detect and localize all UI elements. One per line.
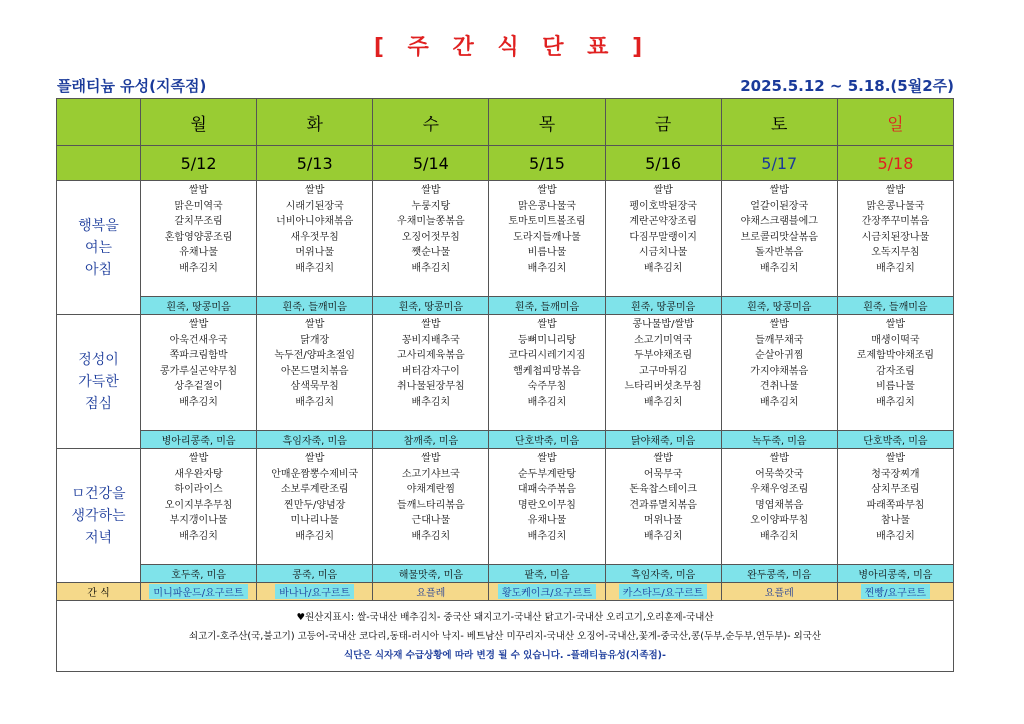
dish-item: 쌀밥	[653, 185, 673, 196]
dish-item: 아몬드멸치볶음	[280, 365, 349, 377]
meal-cell-1-4	[605, 315, 721, 431]
dish-item: 쌀밥	[885, 185, 906, 196]
origin-notice	[57, 601, 954, 672]
dish-item: 쌀밥	[653, 453, 673, 464]
meal-cell-1-3	[489, 315, 605, 431]
dish-item: 콩가루실곤약무침	[159, 365, 238, 377]
meal-cell-0-0	[141, 181, 257, 297]
meal-label-line: 정성이	[78, 351, 119, 368]
dish-item: 펭이호박된장국	[629, 200, 697, 212]
dish-item: 고사리제육볶음	[397, 350, 465, 361]
dish-item: 배추김치	[295, 530, 335, 542]
day-date-3: 5/15	[489, 146, 605, 181]
juk-cell-2-1: 콩죽, 미음	[257, 565, 373, 583]
meal-cell-2-5	[721, 449, 837, 565]
menu-notice: 식단은 식자재 수급상황에 따라 변경 될 수 있습니다. -플래티늄유성(지족점)-	[344, 649, 666, 661]
meal-cell-2-0	[141, 449, 257, 565]
juk-row-1	[57, 431, 954, 449]
page-title: [ 주 간 식 단 표 ]	[373, 35, 651, 60]
dish-item: 배추김치	[643, 530, 683, 542]
snack-item: 요플레	[764, 588, 794, 599]
dish-item: 쌀밥	[769, 185, 789, 196]
meal-label-line: 여는	[84, 239, 113, 256]
dish-item: 배추김치	[527, 396, 567, 408]
dish-item: 브로콜리맛살볶음	[740, 231, 818, 243]
dish-item: 소보루계란조림	[280, 484, 349, 495]
dish-item: 소고기샤브국	[401, 468, 460, 480]
dish-item: 배추김치	[759, 530, 799, 542]
day-name-4: 금	[605, 99, 721, 146]
day-date-0: 5/12	[141, 146, 257, 181]
dish-item: 찐만두/양념장	[284, 499, 346, 511]
juk-cell-1-1: 흑임자죽, 미음	[257, 431, 373, 449]
snack-item: 황도케이크/요구르트	[498, 584, 596, 599]
dish-item: 쌀밥	[421, 185, 441, 196]
dish-item: 햄케첩피망볶음	[513, 365, 581, 377]
meal-cell-0-5	[721, 181, 837, 297]
dish-item: 맑은콩나물국	[866, 200, 925, 212]
dish-item: 견과류멸치볶음	[629, 499, 697, 511]
dish-item: 머위나물	[643, 515, 683, 526]
dish-item: 꽁비지배추국	[401, 334, 460, 346]
dish-item: 쌀밥	[769, 319, 789, 330]
snack-label: 간 식	[57, 583, 141, 601]
juk-cell-0-0: 흰죽, 땅콩미음	[141, 297, 257, 315]
dish-item: 우채우엉조림	[750, 484, 809, 495]
dish-item: 쌀밥	[421, 319, 441, 330]
juk-cell-0-1: 흰죽, 들깨미음	[257, 297, 373, 315]
dish-item: 쌀밥	[537, 453, 557, 464]
meal-row-1	[57, 315, 954, 431]
dish-item: 쌀밥	[305, 319, 325, 330]
dish-item: 가지야채볶음	[750, 365, 809, 377]
dish-item: 안매운짬뽕수제비국	[271, 468, 359, 480]
dish-item: 머위나물	[295, 247, 335, 258]
dish-item: 취나물된장무침	[397, 381, 465, 392]
meal-cell-1-1	[257, 315, 373, 431]
dish-item: 느타리버섯초무침	[624, 381, 702, 392]
dish-item: 쌀밥	[305, 185, 325, 196]
dish-item: 시래기된장국	[285, 200, 344, 212]
dish-item: 매생이떡국	[871, 334, 920, 346]
dish-item: 배추김치	[179, 396, 218, 408]
dish-item: 혼합영양콩조림	[164, 231, 233, 243]
dish-item: 미나리나물	[290, 515, 339, 526]
dish-item: 배추김치	[179, 530, 218, 542]
day-name-1: 화	[257, 99, 373, 146]
dish-item: 쌀밥	[188, 453, 209, 464]
day-date-4: 5/16	[605, 146, 721, 181]
day-date-2: 5/14	[373, 146, 489, 181]
juk-cell-1-6: 단호박죽, 미음	[837, 431, 953, 449]
dish-item: 배추김치	[643, 396, 683, 408]
store-name: 플래티늄 유성(지족점)	[57, 77, 207, 95]
dish-item: 배추김치	[643, 262, 683, 274]
dish-item: 쌀밥	[305, 453, 325, 464]
dish-item: 쌀밥	[769, 453, 789, 464]
dish-item: 배추김치	[411, 262, 451, 274]
dish-item: 배추김치	[876, 396, 915, 408]
dish-item: 삼치무조림	[871, 484, 920, 495]
dish-item: 다짐무말랭이지	[629, 231, 697, 243]
dish-item: 갈치무조림	[174, 216, 223, 227]
dish-item: 쌀밥	[421, 453, 441, 464]
meal-label-0	[57, 181, 141, 315]
day-date-1: 5/13	[257, 146, 373, 181]
dish-item: 돌자반볶음	[755, 247, 804, 258]
dish-item: 아욱건새우국	[169, 334, 228, 346]
meal-label-line: 저녁	[84, 529, 113, 546]
meal-cell-1-6	[837, 315, 953, 431]
dish-item: 비름나물	[527, 247, 567, 258]
meal-row-2	[57, 449, 954, 565]
snack-item: 바나나/요구르트	[275, 584, 354, 599]
juk-cell-0-3: 흰죽, 들깨미음	[489, 297, 605, 315]
meal-cell-2-1	[257, 449, 373, 565]
corner-cell-2	[57, 146, 141, 181]
dish-item: 쌀밥	[188, 185, 209, 196]
snack-cell-3	[489, 583, 605, 601]
dish-item: 배추김치	[411, 530, 451, 542]
dish-item: 삼색묵무침	[290, 381, 339, 392]
meal-cell-2-3	[489, 449, 605, 565]
snack-cell-1	[257, 583, 373, 601]
dish-item: 명란오이무침	[518, 499, 576, 511]
snack-item: 찐빵/요구르트	[861, 584, 930, 599]
day-date-5: 5/17	[721, 146, 837, 181]
meal-label-line: 행복을	[78, 217, 119, 234]
meal-cell-0-6	[837, 181, 953, 297]
dish-item: 대패숙주볶음	[518, 484, 576, 495]
dish-item: 쌀밥	[188, 319, 209, 330]
dish-item: 순두부계란탕	[518, 468, 576, 480]
meal-cell-2-4	[605, 449, 721, 565]
dish-item: 계란곤약장조림	[629, 216, 697, 227]
day-name-row	[57, 99, 954, 146]
snack-cell-2	[373, 583, 489, 601]
snack-cell-6	[837, 583, 953, 601]
meal-cell-0-4	[605, 181, 721, 297]
juk-cell-0-4: 흰죽, 땅콩미음	[605, 297, 721, 315]
dish-item: 시금치된장나물	[861, 231, 930, 243]
snack-item: 카스타드/요구르트	[619, 584, 708, 599]
juk-row-0	[57, 297, 954, 315]
meal-cell-2-6	[837, 449, 953, 565]
day-name-5: 토	[721, 99, 837, 146]
dish-item: 로제함박야채조림	[856, 350, 935, 361]
meal-label-line: 생각하는	[71, 507, 126, 524]
dish-item: 오징어젓무침	[401, 231, 460, 243]
dish-item: 비름나물	[876, 381, 915, 392]
snack-item: 요플레	[416, 588, 446, 599]
meal-label-line: ㅁ건강을	[71, 485, 126, 502]
meal-label-line: 가득한	[78, 373, 119, 390]
juk-cell-0-6: 흰죽, 들깨미음	[837, 297, 953, 315]
dish-item: 들깨느타리볶음	[397, 499, 465, 511]
dish-item: 배추김치	[759, 396, 799, 408]
dish-item: 쌀밥	[885, 319, 906, 330]
dish-item: 돈육찹스테이크	[629, 484, 697, 495]
meal-cell-1-5	[721, 315, 837, 431]
dish-item: 도라지들깨나물	[513, 231, 581, 243]
dish-item: 순살아귀찜	[755, 350, 804, 361]
meal-label-line: 아침	[84, 261, 113, 278]
dish-item: 소고기미역국	[634, 334, 693, 346]
dish-item: 어묵쑥갓국	[755, 468, 804, 480]
dish-item: 청국장찌개	[871, 468, 920, 480]
menu-period: 2025.5.12 ~ 5.18.(5월2주)	[740, 77, 954, 95]
dish-item: 들깨무채국	[755, 334, 804, 346]
dish-item: 쌀밥	[537, 185, 557, 196]
dish-item: 간장쭈꾸미볶음	[861, 216, 930, 227]
dish-item: 고구마튀김	[638, 365, 688, 377]
meal-row-0	[57, 181, 954, 297]
snack-item: 미니파운드/요구르트	[149, 584, 247, 599]
meal-label-line: 점심	[84, 395, 113, 412]
day-name-6: 일	[837, 99, 953, 146]
dish-item: 시금치나물	[638, 247, 688, 258]
dish-item: 야채계란찜	[406, 484, 455, 495]
meal-cell-0-2	[373, 181, 489, 297]
dish-item: 배추김치	[759, 262, 799, 274]
dish-item: 쌀밥	[537, 319, 557, 330]
dish-item: 등뼈미니리탕	[518, 334, 576, 346]
dish-item: 맑은미역국	[174, 200, 223, 212]
dish-item: 오독지무침	[871, 247, 920, 258]
dish-item: 유채나물	[179, 247, 218, 258]
dish-item: 버터감자구이	[401, 365, 460, 377]
dish-item: 견취나물	[759, 381, 799, 392]
day-name-2: 수	[373, 99, 489, 146]
juk-cell-2-0: 호두죽, 미음	[141, 565, 257, 583]
day-name-0: 월	[141, 99, 257, 146]
date-row	[57, 146, 954, 181]
dish-item: 두부야채조림	[634, 350, 693, 361]
dish-item: 배추김치	[876, 262, 915, 274]
dish-item: 배추김치	[411, 396, 451, 408]
snack-cell-0	[141, 583, 257, 601]
meal-cell-0-1	[257, 181, 373, 297]
dish-item: 배추김치	[295, 396, 335, 408]
snack-cell-5	[721, 583, 837, 601]
origin-line-2: 쇠고기-호주산(국,불고기) 고등어-국내산 코다리,동태-러시아 낙지- 베트남산 미꾸리지-국내산 오징어-국내산,꽃게-중국산,콩(두부,순두부,연두부)- 외국산	[188, 630, 822, 642]
dish-item: 우채미늘쫑볶음	[397, 216, 465, 227]
dish-item: 오이지부추무침	[164, 499, 233, 511]
juk-cell-0-2: 흰죽, 땅콩미음	[373, 297, 489, 315]
snack-cell-4	[605, 583, 721, 601]
dish-item: 새우젓무침	[290, 231, 339, 243]
juk-cell-0-5: 흰죽, 땅콩미음	[721, 297, 837, 315]
dish-item: 참나물	[880, 515, 910, 526]
dish-item: 쪽파크림함박	[169, 350, 228, 361]
dish-item: 배추김치	[527, 530, 567, 542]
meal-cell-2-2	[373, 449, 489, 565]
dish-item: 쨋순나물	[411, 247, 451, 258]
dish-item: 배추김치	[876, 530, 915, 542]
meal-cell-1-2	[373, 315, 489, 431]
day-date-6: 5/18	[837, 146, 953, 181]
day-name-3: 목	[489, 99, 605, 146]
meal-cell-1-0	[141, 315, 257, 431]
dish-item: 유채나물	[527, 515, 567, 526]
dish-item: 얼갈이된장국	[750, 200, 809, 212]
dish-item: 어묵무국	[643, 468, 683, 480]
dish-item: 녹두전/양파초절임	[274, 350, 356, 361]
dish-item: 너비아니야채볶음	[276, 216, 354, 227]
dish-item: 새우완자탕	[174, 468, 223, 480]
juk-cell-1-0: 병아리콩죽, 미음	[141, 431, 257, 449]
dish-item: 근대나물	[411, 515, 451, 526]
dish-item: 토마토미트볼조림	[508, 216, 586, 227]
juk-cell-2-4: 흑임자죽, 미음	[605, 565, 721, 583]
juk-cell-2-3: 팥죽, 미음	[489, 565, 605, 583]
juk-row-2	[57, 565, 954, 583]
meal-cell-0-3	[489, 181, 605, 297]
dish-item: 상추겉절이	[174, 381, 223, 392]
juk-cell-1-4: 닭야채죽, 미음	[605, 431, 721, 449]
dish-item: 배추김치	[295, 262, 335, 274]
juk-cell-1-2: 참깨죽, 미음	[373, 431, 489, 449]
dish-item: 배추김치	[527, 262, 567, 274]
dish-item: 부지갱이나물	[169, 515, 228, 526]
dish-item: 맑은콩나물국	[518, 200, 576, 212]
origin-line-1: ♥원산지표시: 쌀-국내산 배추김치- 중국산 돼지고기-국내산 닭고기-국내산 오리고기,오리훈제-국내산	[296, 611, 714, 623]
dish-item: 쌀밥	[885, 453, 906, 464]
dish-item: 야채스크램블에그	[740, 216, 818, 227]
weekly-menu-table	[56, 98, 954, 672]
juk-cell-1-5: 녹두죽, 미음	[721, 431, 837, 449]
juk-cell-2-6: 병아리콩죽, 미음	[837, 565, 953, 583]
dish-item: 명엽채볶음	[755, 499, 804, 511]
meal-label-1	[57, 315, 141, 449]
juk-cell-1-3: 단호박죽, 미음	[489, 431, 605, 449]
dish-item: 배추김치	[179, 262, 218, 274]
dish-item: 코다리시레기지짐	[508, 350, 586, 361]
footer-row	[57, 601, 954, 672]
dish-item: 닭개장	[300, 334, 330, 346]
dish-item: 오이양파무침	[750, 515, 809, 526]
dish-item: 숙주무침	[527, 381, 567, 392]
dish-item: 파래쪽파무침	[866, 499, 925, 511]
dish-item: 콩나물밥/쌀밥	[632, 319, 694, 330]
juk-cell-2-5: 완두콩죽, 미음	[721, 565, 837, 583]
dish-item: 하이라이스	[174, 484, 223, 495]
juk-cell-2-2: 해물맛죽, 미음	[373, 565, 489, 583]
snack-row	[57, 583, 954, 601]
meal-label-2	[57, 449, 141, 583]
dish-item: 누룽지탕	[411, 200, 451, 212]
dish-item: 감자조림	[876, 365, 915, 377]
corner-cell	[57, 99, 141, 146]
